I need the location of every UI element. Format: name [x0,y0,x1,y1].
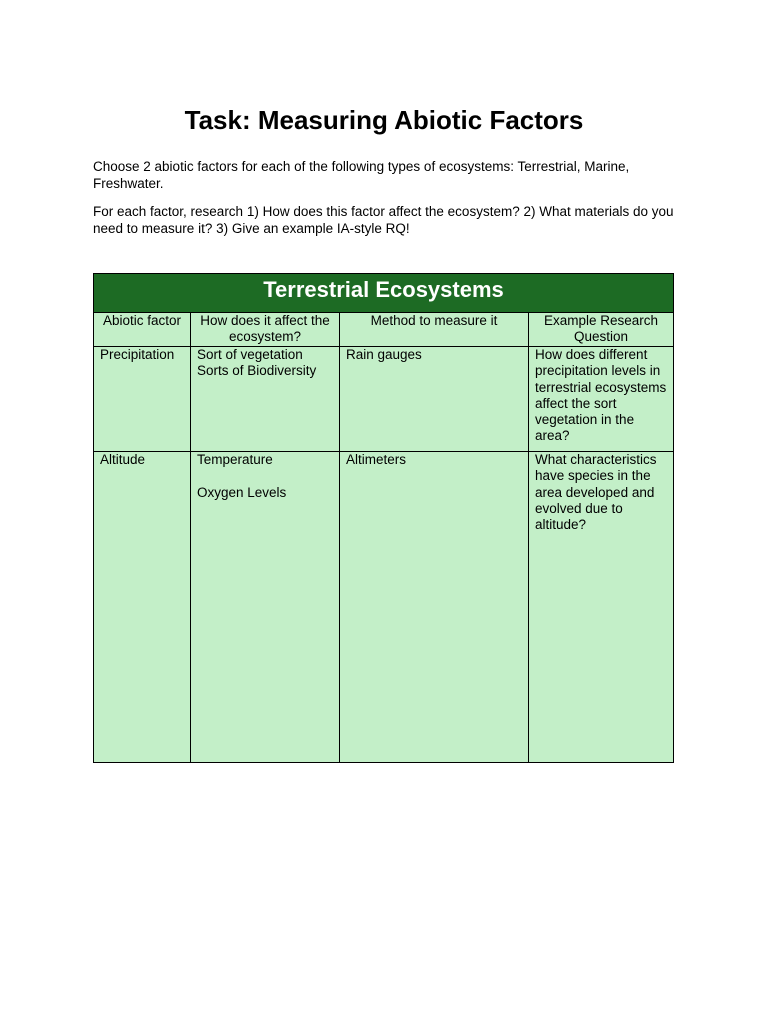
method-cell: Rain gauges [340,347,529,452]
instructions-paragraph: Choose 2 abiotic factors for each of the following types of ecosystems: Terrestrial, Marine, Freshwater. [93,159,630,191]
terrestrial-ecosystems-table [93,273,674,763]
table-row [94,452,674,763]
column-header-method: Method to measure it [340,313,529,347]
effect-cell [191,452,340,763]
effect-cell [191,347,340,452]
factor-cell: Precipitation [94,347,191,452]
method-cell: Altimeters [340,452,529,763]
effect-line: Sort of vegetation [197,347,303,362]
effect-line: Temperature [197,452,273,467]
table-title: Terrestrial Ecosystems [94,274,674,313]
column-header-effect: How does it affect the ecosystem? [191,313,340,347]
table-header-row [94,313,674,347]
column-header-abiotic-factor: Abiotic factor [94,313,191,347]
line-spacer [197,468,333,484]
research-paragraph: For each factor, research 1) How does this factor affect the ecosystem? 2) What materials do you need to measure it? 3) Give an example IA-style RQ! [93,204,674,236]
question-cell: What characteristics have species in the area developed and evolved due to altitude? [529,452,674,763]
effect-line: Sorts of Biodiversity [197,363,317,379]
column-header-research-question: Example Research Question [529,313,674,347]
question-cell: How does different precipitation levels in terrestrial ecosystems affect the sort vegetation in the area? [529,347,674,452]
table-row [94,347,674,452]
page-title: Task: Measuring Abiotic Factors [184,105,584,136]
effect-line: Oxygen Levels [197,484,287,500]
factor-cell: Altitude [94,452,191,763]
